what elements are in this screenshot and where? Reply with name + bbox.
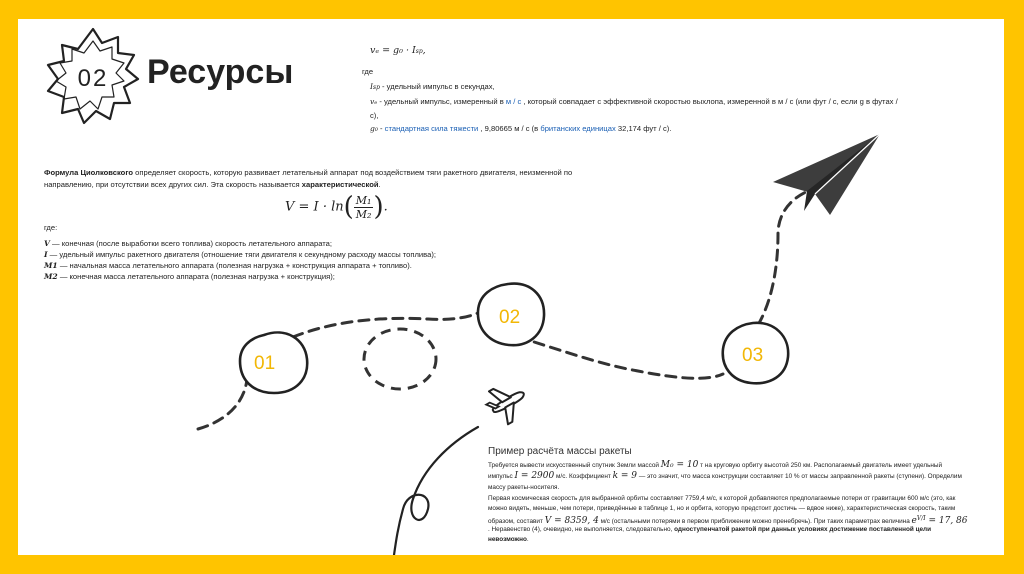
def-g0: g₀ - стандартная сила тяжести , 9,80665 м / с (в британских единицах 32,174 фут / с). (370, 124, 672, 133)
tsiolkovsky-where: где: (44, 223, 58, 232)
section-number: 02 (77, 65, 109, 92)
dashed-loop (364, 329, 436, 389)
tsiolkovsky-intro: Формула Циолковского определяет скорость, которую развивает летательный аппарат под воздействием тяги ракетного двигателя, неизменной по (44, 168, 573, 177)
example-title: Пример расчёта массы ракеты (488, 446, 632, 457)
page-title: Ресурсы (147, 53, 294, 91)
formula-isp: vₑ = g₀ · Isp, (370, 45, 426, 56)
def-ve: vₑ - удельный импульс, измеренный в м / с , который совпадает с эффективной скоростью выхлопа, измеренной в м / с (или фут / с, если g в футах / (370, 97, 898, 106)
trail-label-02: 02 (499, 307, 521, 328)
formula-m2: M₂ (355, 207, 372, 221)
def-m1: M1 — начальная масса летательного аппарата (полезная нагрузка + конструкция аппарата + топливо). (44, 261, 412, 270)
formula-m1: M₁ (355, 193, 372, 207)
def-isp: Isp - удельный импульс в секундах, (370, 82, 495, 91)
example-line-3: массу ракеты-носителя. (488, 484, 560, 491)
example-line-7: . Неравенство (4), очевидно, не выполняется, следовательно, одноступенчатой ракетой при данных условиях достижение поставленной цели (488, 526, 932, 533)
trail-label-03: 03 (742, 345, 764, 366)
example-line-4: Первая космическая скорость для выбранной орбиты составляет 7759,4 м/с, к которой добавляются предполагаемые потери от гравитации 600 м/с (это, как (488, 495, 956, 502)
dashed-rise (758, 191, 808, 325)
def-ve-cont: с), (370, 111, 379, 120)
example-line-2: импульс I = 2900 м/с. Коэффициент k = 9 — это значит, что масса конструкции составляет 10 % от массы заправленной ракеты (ступени). Определим (488, 471, 962, 481)
example-line-1: Требуется вывести искусственный спутник Земли массой M₀ = 10 т на круговую орбиту высотой 250 км. Располагаемый двигатель имеет удельный (488, 460, 943, 470)
section-badge (48, 34, 138, 124)
def-i: I — удельный импульс ракетного двигателя (отношение тяги двигателя к секундному расходу массы топлива); (44, 250, 436, 259)
tsiolkovsky-intro-2: направлению, при отсутствии всех других сил. Эта скорость называется характеристической. (44, 180, 381, 189)
link-standard-gravity[interactable]: стандартная сила тяжести (384, 124, 479, 133)
example-line-8: невозможно. (488, 536, 529, 543)
slide (18, 19, 1004, 555)
def-m2: M2 — конечная масса летательного аппарата (полезная нагрузка + конструкция); (44, 272, 335, 281)
trail-label-01: 01 (254, 353, 276, 374)
swirl-trail (394, 427, 478, 555)
example-line-6: образом, составит V = 8359, 4 м/с (остальными потерями в первом приближении можно пренебречь). При таких параметрах величина $e^{V/I} = 17$, 86 (488, 515, 968, 527)
tsiolkovsky-formula: V = I · ln( $\frac{\text{M₁}}{\text{M₂}}$ ). (285, 192, 388, 222)
where-label: где (362, 67, 374, 76)
def-v: V — конечная (после выработки всего топлива) скорость летательного аппарата; (44, 239, 332, 248)
link-m-per-s[interactable]: м / с (505, 97, 522, 106)
airplane-icon (481, 377, 533, 429)
example-line-5: можно видеть, меньше, чем потери, приведённые в таблице 1, но и орбита, которую предстоит достичь — вдвое ниже), характеристическая скорость, таким (488, 505, 956, 512)
link-imperial-units[interactable]: британских единицах (540, 124, 616, 133)
